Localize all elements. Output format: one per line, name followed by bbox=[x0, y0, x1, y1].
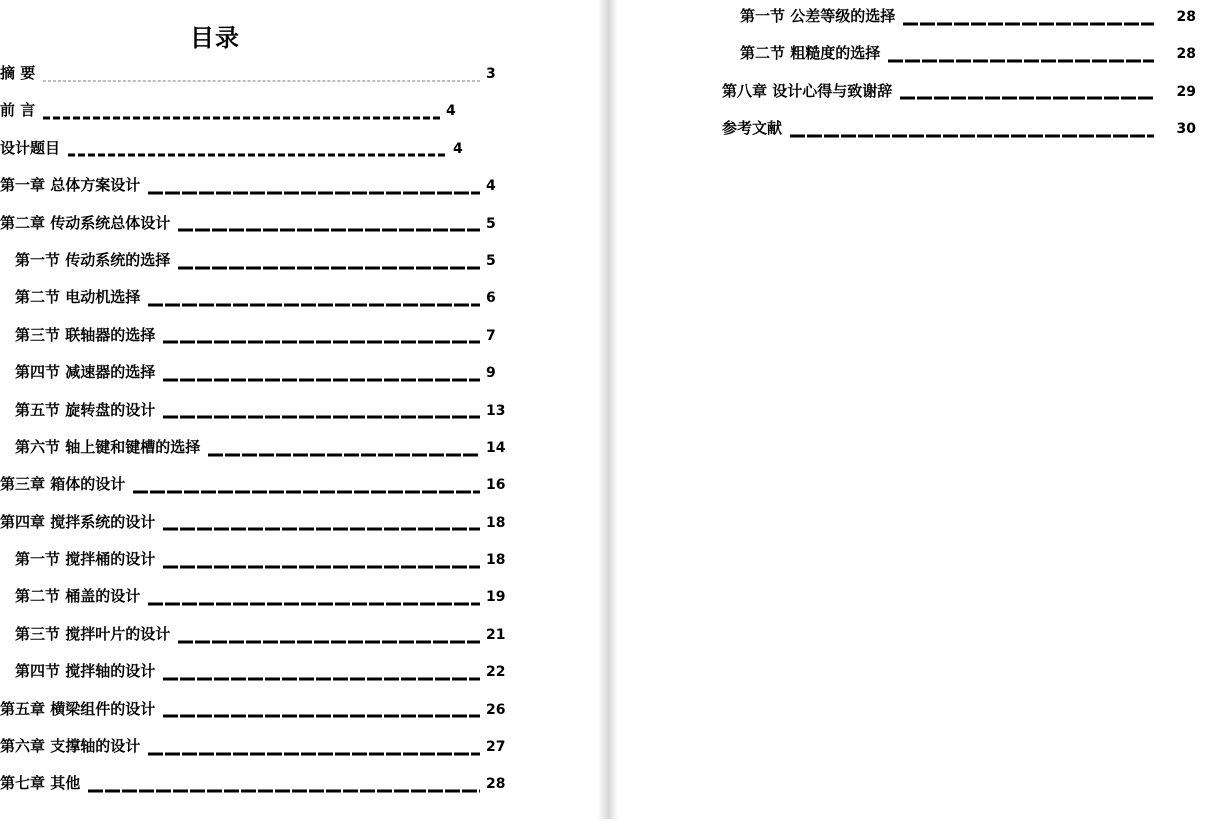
toc-entry-label: 第二节 桶盖的设计 bbox=[15, 587, 141, 606]
toc-entry-label: 第四节 减速器的选择 bbox=[15, 363, 156, 382]
toc-entry[interactable] bbox=[0, 62, 598, 99]
toc-entry-page-number: 13 bbox=[486, 402, 506, 419]
toc-entry-label: 第八章 设计心得与致谢辞 bbox=[722, 81, 893, 100]
toc-entry-page-number: 9 bbox=[486, 365, 496, 382]
toc-entry-label: 第一节 传动系统的选择 bbox=[15, 250, 171, 269]
toc-entry[interactable] bbox=[0, 286, 598, 323]
toc-entry-page-number: 16 bbox=[486, 477, 506, 494]
page-right bbox=[618, 0, 1218, 825]
page-left bbox=[0, 0, 598, 825]
toc-entry-label: 摘 要 bbox=[0, 64, 36, 82]
toc-entry[interactable] bbox=[618, 117, 1218, 154]
toc-entry-page-number: 4 bbox=[446, 103, 456, 120]
toc-entry[interactable] bbox=[0, 473, 598, 510]
toc-entry[interactable] bbox=[0, 212, 598, 249]
toc-entry[interactable] bbox=[0, 548, 598, 585]
toc-entry-label: 前 言 bbox=[0, 101, 36, 120]
toc-entry-page-number: 18 bbox=[486, 514, 506, 531]
toc-entry[interactable] bbox=[0, 324, 598, 361]
toc-entry-label: 第七章 其他 bbox=[0, 774, 81, 793]
toc-entry[interactable] bbox=[0, 99, 598, 136]
toc-entry[interactable] bbox=[0, 511, 598, 548]
toc-entry-page-number: 3 bbox=[486, 66, 496, 82]
toc-entry-label: 第一章 总体方案设计 bbox=[0, 176, 141, 195]
toc-entry-page-number: 5 bbox=[486, 252, 496, 269]
toc-entry-label: 第三节 搅拌叶片的设计 bbox=[15, 624, 171, 643]
toc-leader-dots bbox=[148, 753, 480, 754]
toc-entry-label: 第二章 传动系统总体设计 bbox=[0, 213, 171, 232]
page-gap-divider bbox=[598, 0, 618, 819]
toc-entry[interactable] bbox=[618, 80, 1218, 117]
toc-entry-page-number: 22 bbox=[486, 664, 506, 681]
toc-leader-dots bbox=[43, 118, 440, 119]
toc-entry-label: 第三节 联轴器的选择 bbox=[15, 325, 156, 344]
toc-leader-dots bbox=[903, 23, 1154, 24]
toc-leader-dots bbox=[68, 155, 447, 156]
toc-entry[interactable] bbox=[0, 735, 598, 772]
toc-leader-dots bbox=[178, 641, 480, 642]
toc-list-left bbox=[0, 62, 598, 810]
toc-entry-page-number: 4 bbox=[453, 140, 463, 157]
toc-entry-label: 第四章 搅拌系统的设计 bbox=[0, 512, 156, 531]
toc-leader-dots bbox=[148, 192, 480, 193]
toc-entry[interactable] bbox=[0, 585, 598, 622]
toc-entry-page-number: 28 bbox=[1176, 46, 1196, 63]
toc-leader-dots bbox=[88, 791, 480, 792]
toc-entry-label: 第四节 搅拌轴的设计 bbox=[15, 662, 156, 681]
toc-entry-label: 设计题目 bbox=[0, 138, 61, 157]
toc-entry[interactable] bbox=[0, 137, 598, 174]
toc-leader-dots bbox=[163, 417, 480, 418]
toc-entry-label: 第五章 横梁组件的设计 bbox=[0, 699, 156, 718]
toc-entry-label: 第六节 轴上键和键槽的选择 bbox=[15, 437, 201, 456]
toc-entry[interactable] bbox=[0, 623, 598, 660]
toc-entry-label: 第一节 公差等级的选择 bbox=[740, 7, 896, 25]
toc-entry[interactable] bbox=[0, 399, 598, 436]
toc-entry-label: 第二节 电动机选择 bbox=[15, 288, 141, 307]
toc-leader-dots bbox=[163, 716, 480, 717]
toc-leader-dots bbox=[133, 491, 480, 492]
toc-entry-page-number: 6 bbox=[486, 290, 496, 307]
toc-entry-label: 第五节 旋转盘的设计 bbox=[15, 400, 156, 419]
toc-entry-page-number: 29 bbox=[1176, 83, 1196, 100]
page-title: 目录 bbox=[190, 24, 240, 52]
toc-entry-page-number: 14 bbox=[486, 439, 506, 456]
toc-entry[interactable] bbox=[0, 436, 598, 473]
toc-leader-dots bbox=[163, 566, 480, 567]
toc-entry[interactable] bbox=[0, 361, 598, 398]
toc-entry-page-number: 21 bbox=[486, 626, 506, 643]
toc-list-right bbox=[618, 5, 1218, 155]
toc-entry-page-number: 28 bbox=[1176, 9, 1196, 25]
toc-leader-dots bbox=[163, 342, 480, 343]
toc-leader-dots bbox=[163, 529, 480, 530]
toc-entry-page-number: 27 bbox=[486, 739, 506, 756]
toc-entry-label: 参考文献 bbox=[722, 119, 783, 138]
toc-entry-page-number: 28 bbox=[486, 776, 506, 793]
toc-entry-page-number: 7 bbox=[486, 327, 496, 344]
toc-entry[interactable] bbox=[0, 698, 598, 735]
toc-entry[interactable] bbox=[0, 249, 598, 286]
toc-entry-page-number: 4 bbox=[486, 178, 496, 195]
toc-entry[interactable] bbox=[0, 660, 598, 697]
toc-entry[interactable] bbox=[618, 5, 1218, 42]
toc-entry-page-number: 26 bbox=[486, 701, 506, 718]
toc-leader-dots bbox=[208, 454, 480, 455]
toc-leader-dots bbox=[43, 80, 480, 81]
toc-entry-page-number: 19 bbox=[486, 589, 506, 606]
toc-entry-label: 第三章 箱体的设计 bbox=[0, 475, 126, 494]
toc-entry-page-number: 18 bbox=[486, 552, 506, 569]
toc-entry-label: 第六章 支撑轴的设计 bbox=[0, 737, 141, 756]
toc-leader-dots bbox=[163, 379, 480, 380]
toc-entry[interactable] bbox=[618, 42, 1218, 79]
toc-entry-page-number: 30 bbox=[1176, 121, 1196, 138]
toc-entry-label: 第一节 搅拌桶的设计 bbox=[15, 550, 156, 569]
toc-leader-dots bbox=[148, 305, 480, 306]
toc-leader-dots bbox=[178, 267, 480, 268]
toc-entry-page-number: 5 bbox=[486, 215, 496, 232]
toc-leader-dots bbox=[178, 230, 480, 231]
toc-leader-dots bbox=[148, 604, 480, 605]
toc-entry[interactable] bbox=[0, 772, 598, 809]
toc-leader-dots bbox=[790, 135, 1154, 136]
toc-leader-dots bbox=[163, 678, 480, 679]
toc-leader-dots bbox=[888, 61, 1154, 62]
toc-leader-dots bbox=[900, 98, 1154, 99]
toc-entry[interactable] bbox=[0, 174, 598, 211]
toc-entry-label: 第二节 粗糙度的选择 bbox=[740, 44, 881, 63]
